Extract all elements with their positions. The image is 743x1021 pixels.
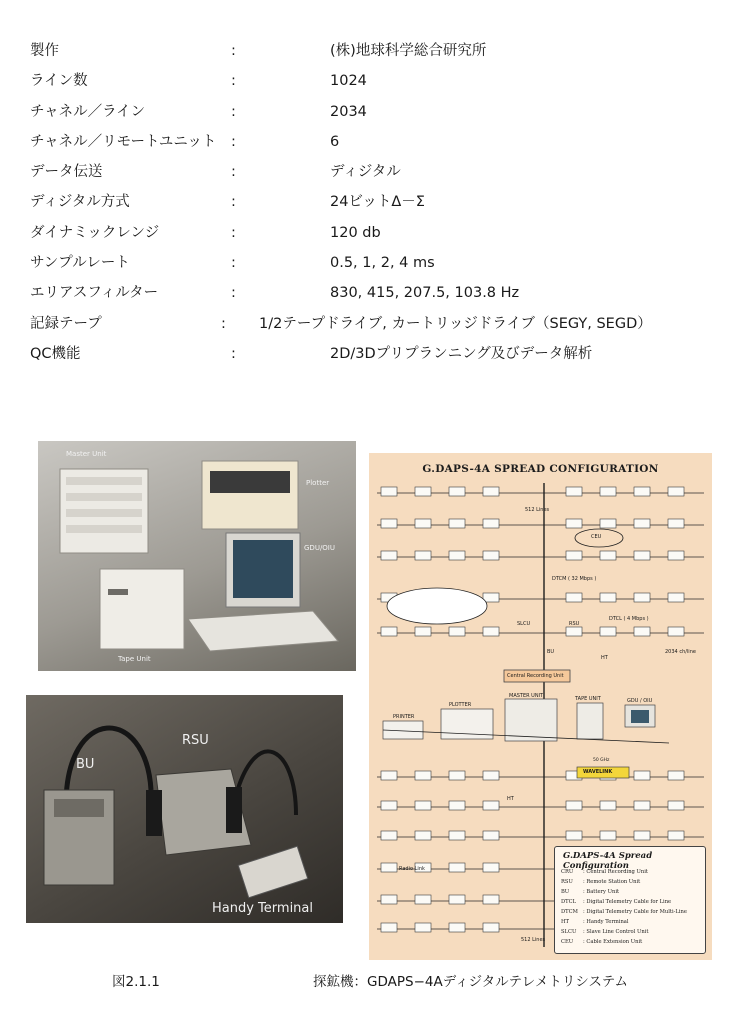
slcu-label: SLCU [517, 621, 531, 627]
spec-value: 2034 [330, 103, 367, 120]
legend-item [561, 909, 687, 915]
rsu-unit [381, 487, 397, 496]
spec-row-digital-method [30, 187, 730, 217]
rsu-unit [415, 831, 431, 840]
tape-unit-device [577, 703, 603, 739]
rsu-unit [566, 519, 582, 528]
rsu-unit [449, 895, 465, 904]
ht2-label: HT [507, 796, 514, 802]
rsu-unit [566, 801, 582, 810]
rsu-unit [449, 487, 465, 496]
legend-desc: : Digital Telemetry Cable for Line [583, 899, 672, 905]
rsu-unit [415, 627, 431, 636]
spec-colon: : [231, 164, 236, 181]
gdu-oiu-label: GDU/OIU [304, 544, 335, 552]
rsu-unit [668, 593, 684, 602]
spec-colon: : [231, 285, 236, 302]
rsu-unit [634, 487, 650, 496]
spec-table [30, 36, 730, 369]
master-unit-label: Master Unit [66, 450, 107, 458]
rsu-unit [415, 487, 431, 496]
rsu-unit [668, 771, 684, 780]
spec-label: ダイナミックレンジ [30, 224, 160, 241]
diagram-title: G.DAPS-4A SPREAD CONFIGURATION [422, 463, 659, 475]
gdu-screen [631, 710, 649, 723]
rsu-unit [483, 627, 499, 636]
rsu-unit [483, 895, 499, 904]
rsu-unit [381, 551, 397, 560]
spec-colon: : [231, 345, 236, 362]
rsu-unit [483, 801, 499, 810]
spec-row-lines [30, 66, 730, 96]
rsu-unit [566, 831, 582, 840]
legend-abbr: RSU [561, 879, 573, 885]
legend-desc: : Remote Station Unit [583, 879, 641, 885]
rsu-unit [381, 863, 397, 872]
legend-abbr: SLCU [561, 929, 577, 935]
spec-colon: : [231, 194, 236, 211]
spec-colon: : [231, 224, 236, 241]
wavelink-label: WAVELINK [583, 769, 613, 775]
rsu-unit [449, 863, 465, 872]
rsu-unit [449, 519, 465, 528]
legend-desc: : Cable Extension Unit [583, 939, 643, 945]
spec-label: 記録テープ [30, 315, 102, 332]
legend-desc: : Digital Telemetry Cable for Multi-Line [583, 909, 687, 915]
rsu-unit [634, 551, 650, 560]
rsu-unit [415, 519, 431, 528]
rsu-unit [668, 831, 684, 840]
rsu-unit [449, 627, 465, 636]
rsu-unit [415, 923, 431, 932]
spec-value: 24ビットΔ－Σ [330, 194, 425, 211]
rsu-unit [566, 627, 582, 636]
rsu-unit [381, 895, 397, 904]
spec-label: 製作 [30, 43, 59, 59]
spec-label: エリアスフィルター [30, 285, 159, 302]
spec-colon: : [231, 43, 236, 59]
spec-value: 2D/3Dプリプランニング及びデータ解析 [330, 345, 593, 362]
figure-caption: 探鉱機：GDAPS−4Aディジタルテレメトリシステム [313, 974, 629, 990]
spec-value: ディジタル [330, 164, 401, 181]
spec-colon: : [231, 73, 236, 90]
plotter-label: Plotter [306, 479, 330, 487]
spec-row-maker [30, 36, 730, 66]
spec-colon: : [231, 133, 236, 150]
rsu-unit [449, 551, 465, 560]
spread-configuration-diagram [369, 453, 712, 960]
spec-row-channels-per-line [30, 97, 730, 127]
rsu-unit [634, 519, 650, 528]
spec-row-recording-tape [30, 309, 730, 339]
rsu-unit [483, 831, 499, 840]
spec-value: 120 db [330, 224, 381, 241]
rsu-label: RSU [182, 733, 209, 748]
gdu-oiu-label: GDU / OIU [627, 698, 653, 704]
legend-desc: : Central Recording Unit [583, 869, 648, 875]
spec-label: チャネル／リモートユニット [30, 133, 217, 150]
rsu-unit [415, 551, 431, 560]
rsu-unit [600, 627, 616, 636]
rsu-unit [600, 519, 616, 528]
ht-label: HT [601, 655, 608, 661]
spec-label: QC機能 [30, 345, 81, 362]
rsu-unit [600, 831, 616, 840]
legend-desc: : Handy Terminal [583, 919, 629, 925]
dtcl-label: DTCL ( 4 Mbps ) [609, 616, 649, 622]
radio-link-label: Radio Link [399, 866, 425, 872]
tape-unit-label: Tape Unit [118, 655, 151, 663]
legend-abbr: HT [561, 919, 569, 925]
cru-label: Central Recording Unit [507, 673, 564, 679]
tape-unit-label: TAPE UNIT [575, 696, 601, 702]
rsu-unit [668, 519, 684, 528]
rsu-unit [381, 627, 397, 636]
spec-row-channels-per-unit [30, 127, 730, 157]
spec-row-sample-rate [30, 248, 730, 278]
legend-abbr: DTCM [561, 909, 578, 915]
spec-value: 6 [330, 133, 340, 150]
rsu-unit [566, 551, 582, 560]
legend-item [561, 899, 671, 905]
rsu-unit [483, 487, 499, 496]
spec-value: 830, 415, 207.5, 103.8 Hz [330, 285, 520, 302]
rsu-unit [634, 831, 650, 840]
spec-label: データ伝送 [30, 164, 103, 181]
rsu-unit [668, 551, 684, 560]
ghz-label: 50 GHz [593, 758, 610, 763]
legend-title: G.DAPS-4A Spread Configuration [563, 851, 653, 871]
legend-item [561, 919, 629, 925]
rsu-label: RSU [569, 621, 580, 627]
rsu-unit [483, 593, 499, 602]
diagram-legend [554, 846, 706, 954]
slcu-group [387, 588, 487, 624]
rsu-unit [381, 771, 397, 780]
legend-item [561, 869, 648, 875]
spec-value: (株)地球科学総合研究所 [330, 43, 487, 59]
rsu-unit [668, 627, 684, 636]
spec-row-qc-function [30, 339, 730, 369]
rsu-unit [483, 771, 499, 780]
spec-colon: : [221, 315, 226, 332]
legend-item [561, 889, 619, 895]
master-unit-label: MASTER UNIT [509, 693, 544, 699]
printer-label: PRINTER [393, 714, 415, 720]
spec-colon: : [231, 255, 236, 272]
rsu-unit [483, 519, 499, 528]
legend-item [561, 939, 642, 945]
field-units-illustration [26, 695, 343, 923]
spec-value: 1/2テープドライブ, カートリッジドライブ（SEGY, SEGD） [259, 315, 652, 332]
rsu-unit [483, 551, 499, 560]
rsu-unit [415, 895, 431, 904]
rsu-unit [381, 801, 397, 810]
legend-abbr: CRU [561, 869, 574, 875]
legend-abbr: CEU [561, 939, 574, 945]
legend-item [561, 929, 648, 935]
rsu-unit [566, 487, 582, 496]
spec-value: 1024 [330, 73, 367, 90]
channels-label: 2034 ch/line [665, 649, 696, 655]
spec-row-dynamic-range [30, 218, 730, 248]
spec-label: ライン数 [30, 73, 88, 90]
rsu-unit [483, 863, 499, 872]
equipment-illustration [38, 441, 356, 671]
rsu-unit [634, 627, 650, 636]
rsu-unit [566, 593, 582, 602]
rsu-unit [668, 801, 684, 810]
rsu-unit [600, 487, 616, 496]
rsu-unit [415, 771, 431, 780]
bu-label: BU [547, 649, 555, 655]
legend-desc: : Battery Unit [583, 889, 620, 895]
equipment-photo [38, 441, 356, 671]
legend-desc: : Slave Line Control Unit [583, 929, 649, 935]
lines-bottom-label: 512 Lines [521, 937, 546, 943]
rsu-unit [415, 801, 431, 810]
bu-label: BU [76, 757, 95, 772]
legend-abbr: DTCL [561, 899, 577, 905]
handy-terminal-label: Handy Terminal [212, 901, 313, 916]
lines-top-label: 512 Lines [525, 507, 550, 513]
rsu-unit [600, 593, 616, 602]
rsu-unit [449, 771, 465, 780]
ceu-label: CEU [591, 534, 602, 540]
spec-row-alias-filter [30, 278, 730, 308]
rsu-unit [449, 923, 465, 932]
spec-label: サンプルレート [30, 255, 130, 272]
legend-abbr: BU [561, 889, 570, 895]
master-unit-device [505, 699, 557, 741]
rsu-unit [381, 519, 397, 528]
spec-row-data-transmission [30, 157, 730, 187]
spec-label: チャネル／ライン [30, 103, 146, 120]
rsu-unit [668, 487, 684, 496]
spec-colon: : [231, 103, 236, 120]
rsu-unit [449, 801, 465, 810]
spec-label: ディジタル方式 [30, 194, 130, 211]
rsu-unit [449, 831, 465, 840]
field-units-photo [26, 695, 343, 923]
spec-value: 0.5, 1, 2, 4 ms [330, 255, 435, 272]
figure-number: 図2.1.1 [112, 974, 160, 990]
rsu-unit [634, 801, 650, 810]
dtcm-label: DTCM ( 32 Mbps ) [552, 576, 597, 582]
rsu-unit [381, 923, 397, 932]
rsu-unit [634, 771, 650, 780]
rsu-unit [600, 551, 616, 560]
rsu-unit [600, 801, 616, 810]
rsu-unit [634, 593, 650, 602]
rsu-unit [483, 923, 499, 932]
plotter-label: PLOTTER [449, 702, 472, 708]
rsu-unit [381, 831, 397, 840]
legend-item [561, 879, 640, 885]
